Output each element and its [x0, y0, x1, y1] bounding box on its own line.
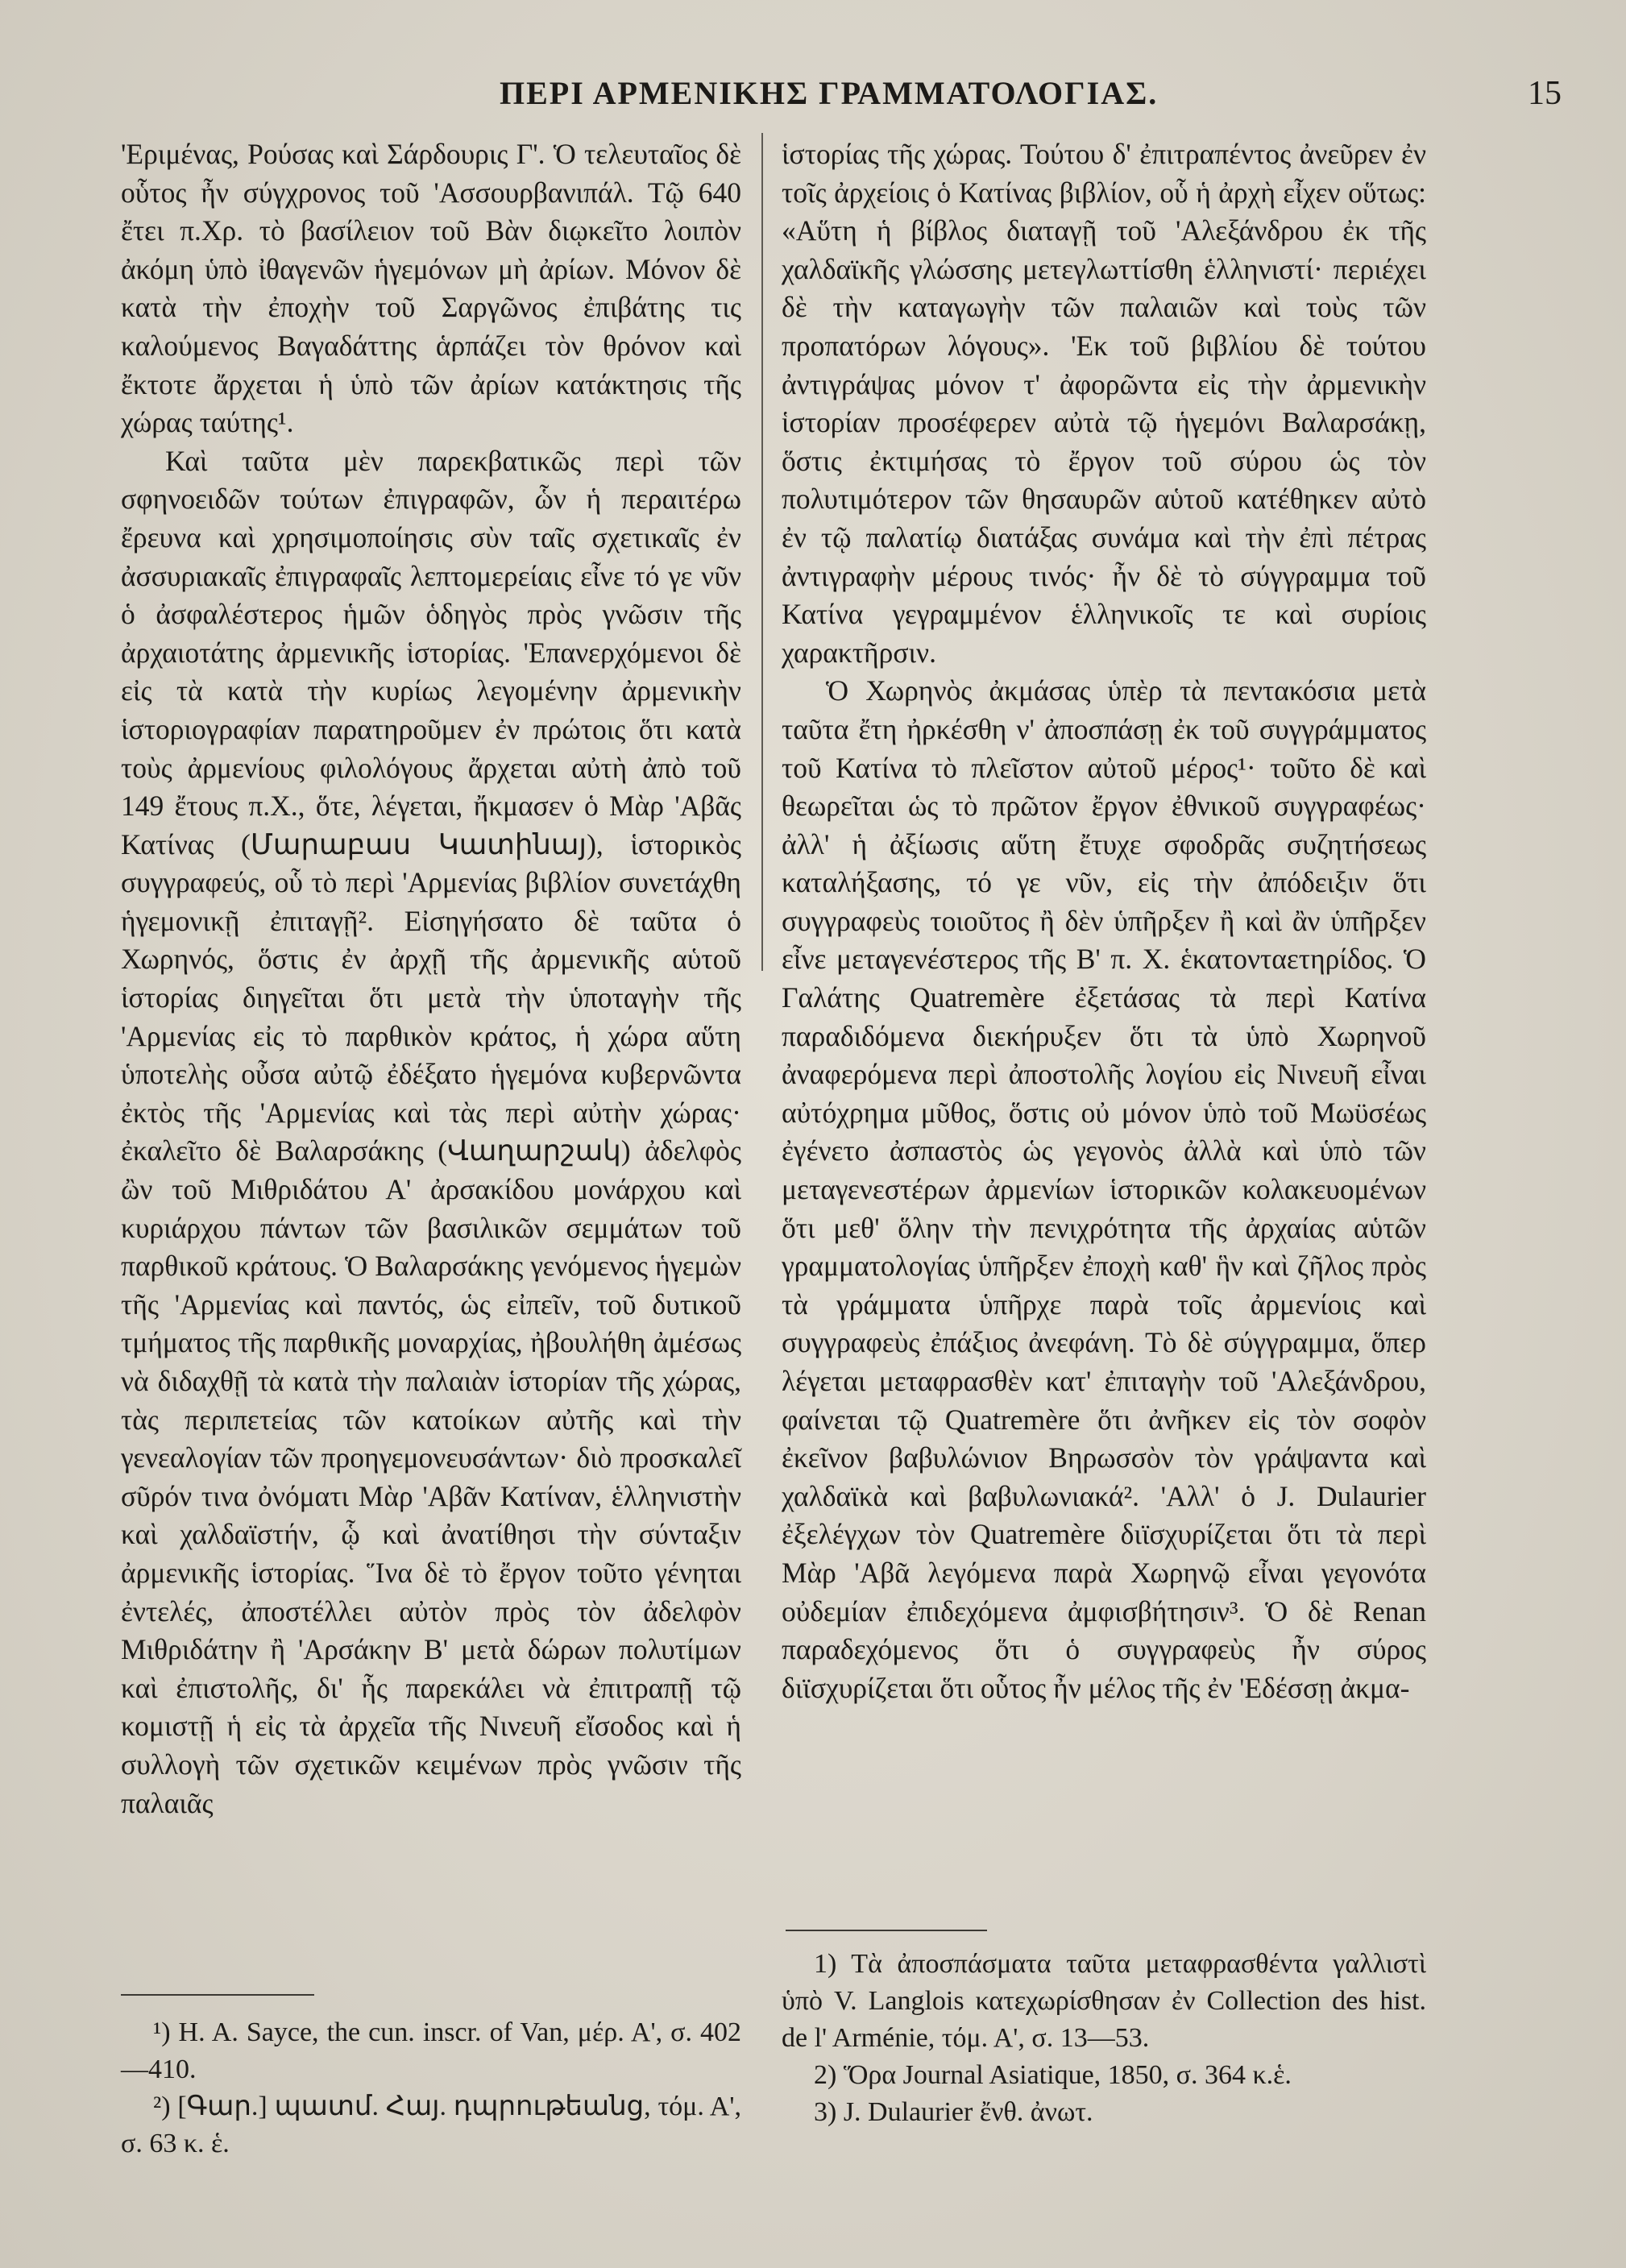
- running-head: ΠΕΡΙ ΑΡΜΕΝΙΚΗΣ ΓΡΑΜΜΑΤΟΛΟΓΙΑΣ.: [500, 75, 1159, 111]
- footnote: 3) J. Dulaurier ἔνθ. ἀνωτ.: [814, 2097, 1093, 2127]
- right-column: [782, 135, 1426, 1707]
- footnote: 2) Ὅρα Journal Asiatique, 1850, σ. 364 κ.ἑ.: [814, 2060, 1292, 2090]
- paragraph: 'Εριμένας, Ρούσας καὶ Σάρδουρις Γ'. Ὁ τελευταῖος δὲ οὗτος ἦν σύγχρονος τοῦ 'Ασσουρβανιπάλ. Τῷ 640 ἔτει π.Χρ. τὸ βασίλειον τοῦ Βὰν διῳκεῖτο λοιπὸν ἀκόμη ὑπὸ ἰθαγενῶν ἡγεμόνων μὴ ἀρίων. Μόνον δὲ κατὰ τὴν ἐποχὴν τοῦ Σαργῶνος ἐπιβάτης τις καλούμενος Βαγαδάττης ἁρπάζει τὸν θρόνον καὶ ἔκτοτε ἄρχεται ἡ ὑπὸ τῶν ἀρίων κατάκτησις τῆς χώρας ταύτης¹.: [121, 138, 741, 439]
- right-footnotes: [782, 1946, 1426, 2131]
- left-footnotes: [121, 2014, 741, 2162]
- page-header: [121, 74, 1578, 122]
- footnote-rule: [786, 1930, 987, 1931]
- left-column: [121, 135, 741, 1822]
- footnote: ²) [Գար.] պատմ. Հայ. դպրութեանց, τόμ. Α', σ. 63 κ. ἑ.: [121, 2092, 741, 2158]
- page-number: 15: [1528, 75, 1562, 112]
- footnote-rule: [121, 1994, 314, 1996]
- column-divider: [761, 133, 763, 971]
- footnote: 1) Τὰ ἀποσπάσματα ταῦτα μεταφρασθέντα γαλλιστὶ ὑπὸ V. Langlois κατεχωρίσθησαν ἐν Collection des hist. de l' Arménie, τόμ. Α', σ. 13—53.: [782, 1949, 1426, 2053]
- paragraph: Ὁ Χωρηνὸς ἀκμάσας ὑπὲρ τὰ πεντακόσια μετὰ ταῦτα ἔτη ἠρκέσθη ν' ἀποσπάσῃ ἐκ τοῦ συγγράμματος τοῦ Κατίνα τὸ πλεῖστον αὐτοῦ μέρος¹· τοῦτο δὲ καὶ θεωρεῖται ὡς τὸ πρῶτον ἔργον ἐθνικοῦ συγγραφέως· ἀλλ' ἡ ἀξίωσις αὕτη ἔτυχε σφοδρᾶς συζητήσεως καταλήξασης, τό γε νῦν, εἰς τὴν ἀπόδειξιν ὅτι συγγραφεὺς τοιοῦτος ἢ δὲν ὑπῆρξεν ἢ καὶ ἂν ὑπῆρξεν εἶνε μεταγενέστερος τῆς Β' π. Χ. ἑκατονταετηρίδος. Ὁ Γαλάτης Quatremère ἐξετάσας τὰ περὶ Κατίνα παραδιδόμενα διεκήρυξεν ὅτι τὰ ὑπὸ Χωρηνοῦ ἀναφερόμενα περὶ ἀποστολῆς λογίου εἰς Νινευῆ εἶναι αὐτόχρημα μῦθος, ὅστις οὐ μόνον ὑπὸ τοῦ Μωϋσέως ἐγένετο ἀσπαστὸς ὡς γεγονὸς ἀλλὰ καὶ ὑπὸ τῶν μεταγενεστέρων ἀρμενίων ἱστορικῶν κολακευομένων ὅτι μεθ' ὅλην τὴν πενιχρότητα τῆς ἀρχαίας αὑτῶν γραμματολογίας ὑπῆρξεν ἐποχὴ καθ' ἣν καὶ ζῆλος πρὸς τὰ γράμματα ὑπῆρχε παρὰ τοῖς ἀρμενίοις καὶ συγγραφεὺς ἐπάξιος ἀνεφάνη. Τὸ δὲ σύγγραμμα, ὅπερ λέγεται μεταφρασθὲν κατ' ἐπιταγὴν τοῦ 'Αλεξάνδρου, φαίνεται τῷ Quatremère ὅτι ἀνῆκεν εἰς τὸν σοφὸν ἐκεῖνον βαβυλώνιον Βηρωσσὸν τὸν γράψαντα καὶ χαλδαϊκὰ καὶ βαβυλωνιακά². 'Αλλ' ὁ J. Dulaurier ἐξελέγχων τὸν Quatremère διϊσχυρίζεται ὅτι τὰ περὶ Μὰρ 'Αβᾶ λεγόμενα παρὰ Χωρηνῷ εἶναι γεγονότα οὐδεμίαν ἐπιδεχόμενα ἀμφισβήτησιν³. Ὁ δὲ Renan παραδεχόμενος ὅτι ὁ συγγραφεὺς ἦν σύρος διϊσχυρίζεται ὅτι οὗτος ἦν μέλος τῆς ἐν 'Εδέσσῃ ἀκμα-: [782, 674, 1426, 1704]
- paragraph: Καὶ ταῦτα μὲν παρεκβατικῶς περὶ τῶν σφηνοειδῶν τούτων ἐπιγραφῶν, ὧν ἡ περαιτέρω ἔρευνα καὶ χρησιμοποίησις σὺν ταῖς σχετικαῖς ἐν ἀσσυριακαῖς ἐπιγραφαῖς λεπτομερείαις εἶνε τό γε νῦν ὁ ἀσφαλέστερος ἡμῶν ὁδηγὸς πρὸς γνῶσιν τῆς ἀρχαιοτάτης ἀρμενικῆς ἱστορίας. 'Επανερχόμενοι δὲ εἰς τὰ κατὰ τὴν κυρίως λεγομένην ἀρμενικὴν ἱστοριογραφίαν παρατηροῦμεν ἐν πρώτοις ὅτι κατὰ τοὺς ἀρμενίους φιλολόγους ἄρχεται αὐτὴ ἀπὸ τοῦ 149 ἔτους π.Χ., ὅτε, λέγεται, ἤκμασεν ὁ Μὰρ 'Αβᾶς Κατίνας (Մարաբաս Կատինայ), ἱστορικὸς συγγραφεύς, οὗ τὸ περὶ 'Αρμενίας βιβλίον συνετάχθη ἡγεμονικῇ ἐπιταγῇ². Εἰσηγήσατο δὲ ταῦτα ὁ Χωρηνός, ὅστις ἐν ἀρχῇ τῆς ἀρμενικῆς αὑτοῦ ἱστορίας διηγεῖται ὅτι μετὰ τὴν ὑποταγὴν τῆς 'Αρμενίας εἰς τὸ παρθικὸν κράτος, ἡ χώρα αὕτη ὑποτελὴς οὖσα αὐτῷ ἐδέξατο ἡγεμόνα κυβερνῶντα ἐκτὸς τῆς 'Αρμενίας καὶ τὰς περὶ αὐτὴν χώρας· ἐκαλεῖτο δὲ Βαλαρσάκης (Վաղարշակ) ἀδελφὸς ὢν τοῦ Μιθριδάτου Α' ἀρσακίδου μονάρχου καὶ κυριάρχου πάντων τῶν βασιλικῶν σεμμάτων τοῦ παρθικοῦ κράτους. Ὁ Βαλαρσάκης γενόμενος ἡγεμὼν τῆς 'Αρμενίας καὶ παντός, ὡς εἰπεῖν, τοῦ δυτικοῦ τμήματος τῆς παρθικῆς μοναρχίας, ἠβουλήθη ἀμέσως νὰ διδαχθῇ τὰ κατὰ τὴν παλαιὰν ἱστορίαν τῆς χώρας, τὰς περιπετείας τῶν κατοίκων αὐτῆς καὶ τὴν γενεαλογίαν τῶν προηγεμονευσάντων· διὸ προσκαλεῖ σῦρόν τινα ὀνόματι Μὰρ 'Αβᾶν Κατίναν, ἑλληνιστὴν καὶ χαλδαϊστήν, ᾧ καὶ ἀνατίθησι τὴν σύνταξιν ἀρμενικῆς ἱστορίας. Ἵνα δὲ τὸ ἔργον τοῦτο γένηται ἐντελές, ἀποστέλλει αὐτὸν πρὸς τὸν ἀδελφὸν Μιθριδάτην ἢ 'Αρσάκην Β' μετὰ δώρων πολυτίμων καὶ ἐπιστολῆς, δι' ἧς παρεκάλει νὰ ἐπιτραπῇ τῷ κομιστῇ ἡ εἰς τὰ ἀρχεῖα τῆς Νινευῆ εἴσοδος καὶ ἡ συλλογὴ τῶν σχετικῶν κειμένων πρὸς γνῶσιν τῆς παλαιᾶς: [121, 444, 741, 1819]
- footnote: ¹) H. A. Sayce, the cun. inscr. of Van, μέρ. Α', σ. 402—410.: [121, 2017, 741, 2084]
- paragraph: ἱστορίας τῆς χώρας. Τούτου δ' ἐπιτραπέντος ἀνεῦρεν ἐν τοῖς ἀρχείοις ὁ Κατίνας βιβλίον, οὗ ἡ ἀρχὴ εἶχεν οὕτως: «Αὕτη ἡ βίβλος διαταγῇ τοῦ 'Αλεξάνδρου ἐκ τῆς χαλδαϊκῆς γλώσσης μετεγλωττίσθη ἑλληνιστί· περιέχει δὲ τὴν καταγωγὴν τῶν παλαιῶν καὶ τοὺς τῶν προπατόρων λόγους». 'Εκ τοῦ βιβλίου δὲ τούτου ἀντιγράψας μόνον τ' ἀφορῶντα εἰς τὴν ἀρμενικὴν ἱστορίαν προσέφερεν αὐτὰ τῷ ἡγεμόνι Βαλαρσάκῃ, ὅστις ἐκτιμήσας τὸ ἔργον τοῦ σύρου ὡς τὸν πολυτιμότερον τῶν θησαυρῶν αὑτοῦ κατέθηκεν αὐτὸ ἐν τῷ παλατίῳ διατάξας συνάμα καὶ τὴν ἐπὶ πέτρας ἀντιγραφὴν μέρους τινός· ἦν δὲ τὸ σύγγραμμα τοῦ Κατίνα γεγραμμένον ἑλληνικοῖς τε καὶ συρίοις χαρακτῆρσιν.: [782, 138, 1426, 669]
